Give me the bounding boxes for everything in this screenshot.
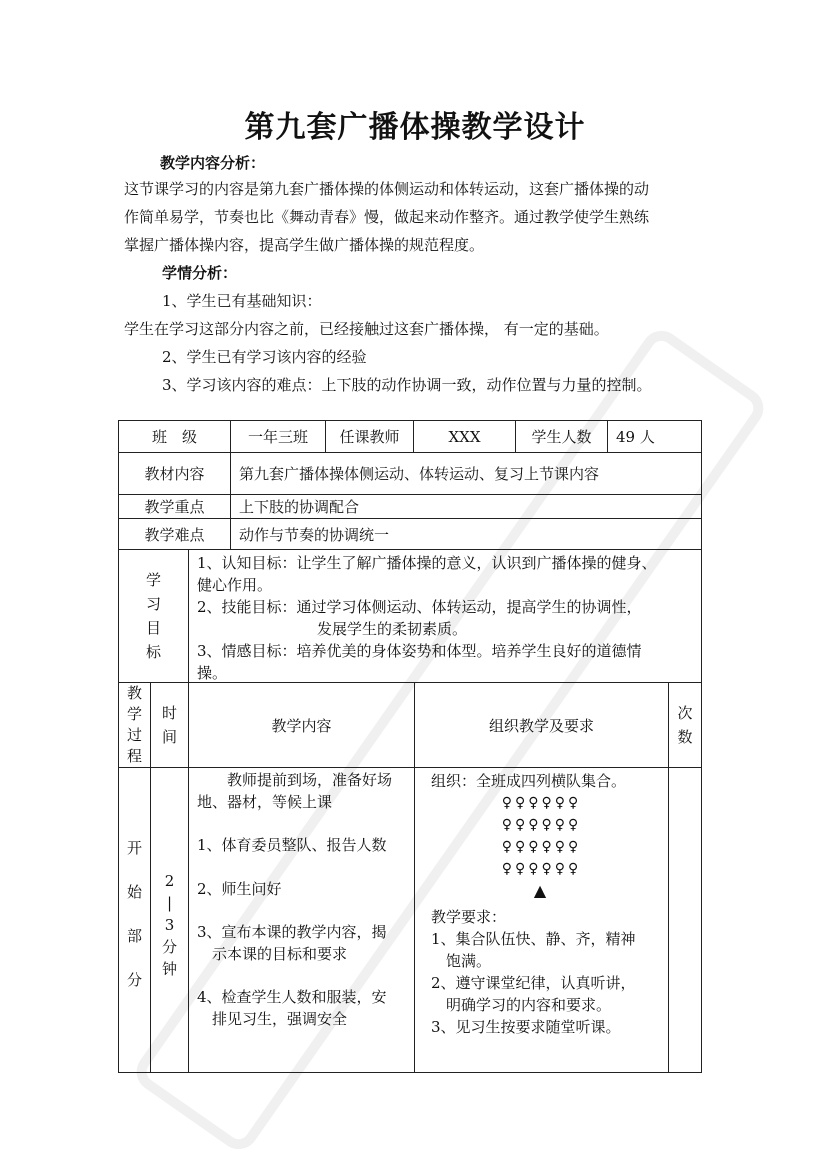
page-title: 第九套广播体操教学设计 (244, 110, 586, 145)
difficulty-label: 教学难点 (118, 518, 231, 550)
content-line: 2、师生问好 (197, 879, 282, 898)
section-time-char: 3 (164, 916, 175, 934)
formation-row: ♀♀♀♀♀♀ (501, 817, 582, 833)
content-analysis-heading: 教学内容分析： (160, 154, 266, 172)
goals-content (188, 549, 702, 683)
section-name-char: 开 (126, 839, 142, 857)
content-line (197, 900, 414, 922)
difficulty-value: 动作与节奏的协调统一 (230, 518, 702, 550)
content-line: 教师提前到场，准备好场 (197, 771, 393, 789)
content-line: 3、宣布本课的教学内容，揭 (197, 922, 387, 941)
requirement-line: 1、集合队伍快、静、齐，精神 (431, 930, 636, 948)
content-analysis-line: 作简单易学，节奏也比《舞动青春》慢，做起来动作整齐。通过教学使学生熟练 (124, 208, 650, 226)
goals-label-char: 目 (145, 619, 161, 637)
student-analysis-item: 3、学习该内容的难点：上下肢的动作协调一致，动作位置与力量的控制。 (162, 376, 652, 394)
time-header-char: 间 (161, 728, 177, 746)
content-line: 排见习生，强调安全 (197, 1009, 348, 1028)
goal-line: 3、情感目标：培养优美的身体姿势和体型。培养学生良好的道德情 (197, 642, 642, 660)
content-analysis-line: 掌握广播体操内容，提高学生做广播体操的规范程度。 (124, 236, 485, 254)
content-line (197, 857, 414, 879)
section-name-char: 分 (126, 971, 142, 989)
organization-heading: 组织：全班成四列横队集合。 (431, 772, 627, 790)
class-value: 一年三班 (230, 420, 326, 453)
goals-label-char: 标 (145, 643, 161, 661)
teacher-position-icon: ▲ (533, 881, 550, 900)
count-header-char: 数 (677, 728, 693, 746)
content-line: 4、检查学生人数和服装，安 (197, 988, 387, 1007)
goals-label-char: 习 (145, 595, 161, 613)
count-label: 学生人数 (515, 420, 608, 453)
section-time-char: 2 (164, 872, 175, 890)
material-label: 教材内容 (118, 452, 231, 495)
requirement-line: 明确学习的内容和要求。 (431, 996, 612, 1014)
goal-line: 健心作用。 (197, 576, 273, 594)
process-header-char: 教 (126, 684, 142, 702)
section-content (188, 767, 415, 1073)
goals-label-char: 学 (145, 571, 161, 589)
goals-label (118, 549, 189, 683)
formation-row: ♀♀♀♀♀♀ (501, 861, 582, 877)
requirement-line: 3、见习生按要求随堂听课。 (431, 1018, 621, 1036)
requirement-line: 饱满。 (431, 952, 492, 970)
section-time (150, 767, 189, 1073)
material-value: 第九套广播体操体侧运动、体转运动、复习上节课内容 (230, 452, 702, 495)
teacher-label: 任课教师 (325, 420, 414, 453)
formation-diagram (415, 792, 668, 902)
goal-line: 发展学生的柔韧素质。 (197, 620, 468, 638)
goal-line: 2、技能目标：通过学习体侧运动、体转运动，提高学生的协调性， (197, 598, 642, 616)
student-analysis-heading: 学情分析： (162, 264, 238, 282)
class-label: 班 级 (118, 420, 231, 453)
content-analysis-line: 这节课学习的内容是第九套广播体操的体侧运动和体转运动，这套广播体操的动 (124, 180, 650, 198)
content-line (197, 965, 414, 987)
content-line: 1、体育委员整队、报告人数 (197, 836, 387, 855)
section-name-char: 部 (126, 927, 142, 945)
content-line: 地、器材，等候上课 (197, 792, 333, 811)
process-header-char: 学 (126, 705, 142, 723)
student-analysis-text: 学生在学习这部分内容之前，已经接触过这套广播体操， 有一定的基础。 (124, 320, 609, 338)
content-header: 教学内容 (188, 682, 415, 768)
count-header-char: 次 (677, 704, 693, 722)
section-name (118, 767, 151, 1073)
key-value: 上下肢的协调配合 (230, 494, 702, 519)
teacher-value: XXX (413, 420, 516, 453)
content-line (197, 813, 414, 835)
content-line: 示本课的目标和要求 (197, 944, 348, 963)
organization-header: 组织教学及要求 (414, 682, 669, 768)
process-header-char: 程 (126, 747, 142, 765)
goal-line: 1、认知目标：让学生了解广播体操的意义，认识到广播体操的健身、 (197, 554, 657, 572)
time-header (150, 682, 189, 768)
section-organization (414, 767, 669, 1073)
section-time-char: | (166, 894, 173, 912)
count-value: 49 人 (607, 420, 702, 453)
section-time-char: 钟 (161, 960, 177, 978)
formation-row: ♀♀♀♀♀♀ (501, 795, 582, 811)
time-header-char: 时 (161, 704, 177, 722)
section-name-char: 始 (126, 883, 142, 901)
formation-row: ♀♀♀♀♀♀ (501, 839, 582, 855)
requirement-line: 教学要求： (431, 908, 507, 926)
student-analysis-item: 2、学生已有学习该内容的经验 (162, 348, 367, 366)
process-header-char: 过 (126, 726, 142, 744)
section-count (668, 767, 702, 1073)
count-header (668, 682, 702, 768)
student-analysis-item: 1、学生已有基础知识： (162, 292, 322, 310)
section-time-char: 分 (161, 938, 177, 956)
key-label: 教学重点 (118, 494, 231, 519)
process-header (118, 682, 151, 768)
goal-line: 操。 (197, 664, 228, 682)
requirement-line: 2、遵守课堂纪律，认真听讲， (431, 974, 636, 992)
